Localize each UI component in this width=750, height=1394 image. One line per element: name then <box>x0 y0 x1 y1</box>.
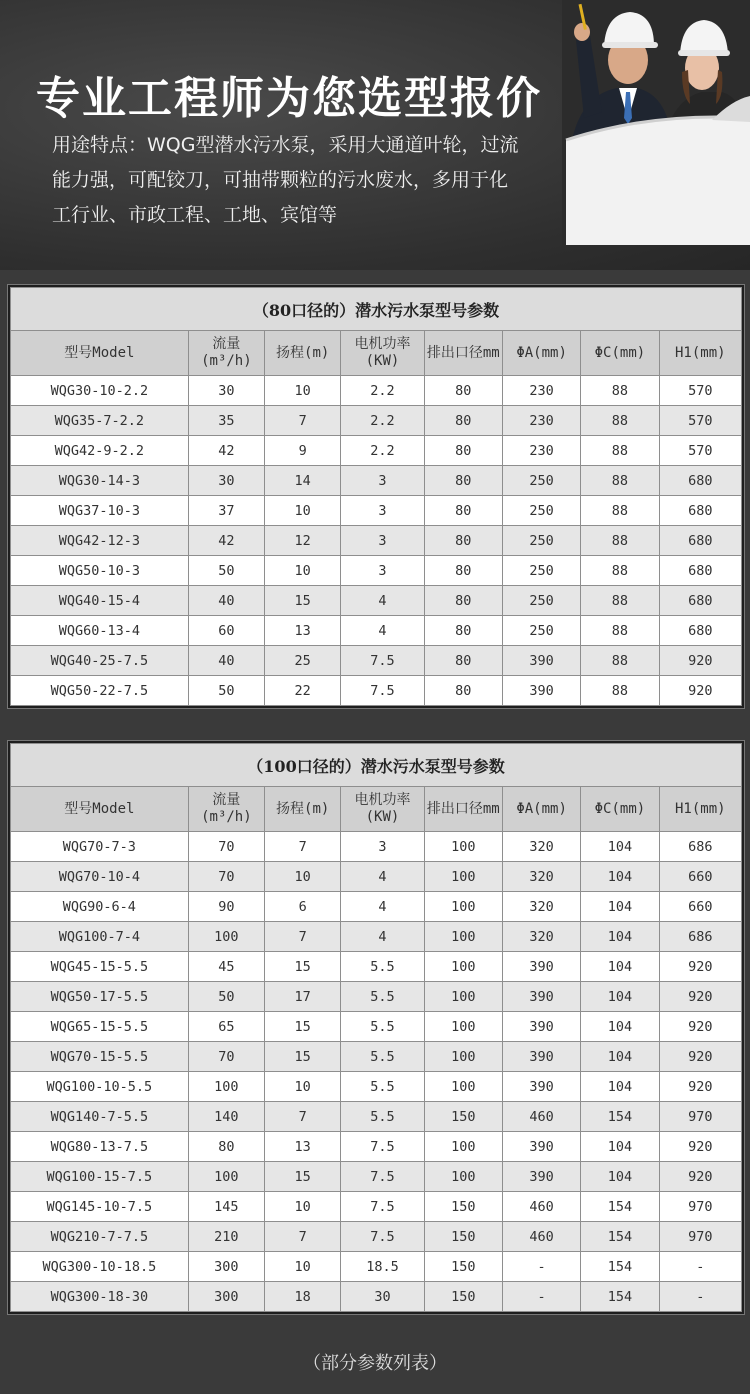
table-cell: 230 <box>502 436 580 466</box>
col-flow: 流量(m³/h) <box>188 787 264 832</box>
table-cell: 88 <box>581 646 659 676</box>
table-cell: 90 <box>188 892 264 922</box>
table-cell: 686 <box>659 832 741 862</box>
table-cell: 65 <box>188 1012 264 1042</box>
col-outlet: 排出口径mm <box>424 331 502 376</box>
table-cell: 100 <box>424 922 502 952</box>
table-cell: 18.5 <box>341 1252 424 1282</box>
table-cell: 100 <box>188 922 264 952</box>
table-cell: 7.5 <box>341 646 424 676</box>
params-table-2 <box>10 743 742 1312</box>
description <box>52 128 572 233</box>
table-cell: 45 <box>188 952 264 982</box>
table-cell: 4 <box>341 892 424 922</box>
table-cell: 154 <box>581 1282 659 1312</box>
table-row <box>11 556 742 586</box>
table-cell: 10 <box>265 1192 341 1222</box>
table-cell: 970 <box>659 1222 741 1252</box>
table-cell: 4 <box>341 586 424 616</box>
table-cell: 140 <box>188 1102 264 1132</box>
table-cell: 88 <box>581 436 659 466</box>
col-head: 扬程(m) <box>265 787 341 832</box>
table-cell: 250 <box>502 526 580 556</box>
table-cell: 13 <box>265 616 341 646</box>
col-outlet: 排出口径mm <box>424 787 502 832</box>
table-row <box>11 1132 742 1162</box>
table-cell: 154 <box>581 1102 659 1132</box>
table-cell: 7 <box>265 1102 341 1132</box>
table-cell: 154 <box>581 1192 659 1222</box>
col-phi-a: ΦA(mm) <box>502 787 580 832</box>
table-cell: 104 <box>581 1072 659 1102</box>
col-head: 扬程(m) <box>265 331 341 376</box>
table-cell: WQG90-6-4 <box>11 892 189 922</box>
table-row <box>11 1012 742 1042</box>
table-cell: 920 <box>659 1012 741 1042</box>
table-row <box>11 952 742 982</box>
table-cell: 80 <box>424 616 502 646</box>
table-cell: 680 <box>659 616 741 646</box>
table-cell: 250 <box>502 556 580 586</box>
table-cell: 7.5 <box>341 1132 424 1162</box>
table-title: （100口径的）潜水污水泵型号参数 <box>11 744 742 787</box>
table-cell: 3 <box>341 496 424 526</box>
table-cell: 150 <box>424 1192 502 1222</box>
table-row <box>11 1252 742 1282</box>
table-cell: 80 <box>424 376 502 406</box>
table-cell: 10 <box>265 556 341 586</box>
table-cell: 104 <box>581 1132 659 1162</box>
table-cell: 920 <box>659 1132 741 1162</box>
table-cell: 7.5 <box>341 1222 424 1252</box>
table-cell: - <box>502 1252 580 1282</box>
table-cell: 5.5 <box>341 1102 424 1132</box>
table-cell: 80 <box>424 466 502 496</box>
table-cell: 230 <box>502 406 580 436</box>
table-cell: 250 <box>502 466 580 496</box>
table-cell: 300 <box>188 1282 264 1312</box>
table-body <box>11 832 742 1312</box>
table-cell: 3 <box>341 466 424 496</box>
table-cell: 390 <box>502 1072 580 1102</box>
table-cell: 100 <box>188 1072 264 1102</box>
table-cell: 88 <box>581 586 659 616</box>
table-cell: 5.5 <box>341 1072 424 1102</box>
table-cell: 88 <box>581 526 659 556</box>
table-cell: 14 <box>265 466 341 496</box>
table-cell: - <box>659 1282 741 1312</box>
table-row <box>11 376 742 406</box>
table-row <box>11 1042 742 1072</box>
table-cell: 60 <box>188 616 264 646</box>
table-cell: 920 <box>659 1162 741 1192</box>
table-cell: 10 <box>265 1252 341 1282</box>
table-cell: 390 <box>502 982 580 1012</box>
col-power: 电机功率(KW) <box>341 787 424 832</box>
table-cell: 104 <box>581 1012 659 1042</box>
table-cell: 7 <box>265 922 341 952</box>
table-row <box>11 832 742 862</box>
table-cell: 50 <box>188 676 264 706</box>
table-cell: 100 <box>424 1042 502 1072</box>
table-row <box>11 466 742 496</box>
description-line: 能力强，可配铰刀，可抽带颗粒的污水废水，多用于化 <box>52 169 509 191</box>
table-cell: 680 <box>659 586 741 616</box>
table-cell: 80 <box>424 646 502 676</box>
table-cell: 150 <box>424 1252 502 1282</box>
table-cell: 100 <box>424 832 502 862</box>
table-cell: 104 <box>581 982 659 1012</box>
table-cell: - <box>502 1282 580 1312</box>
table-cell: 460 <box>502 1102 580 1132</box>
table-cell: 210 <box>188 1222 264 1252</box>
table-cell: 10 <box>265 1072 341 1102</box>
table-cell: WQG300-18-30 <box>11 1282 189 1312</box>
table-cell: 460 <box>502 1222 580 1252</box>
table-cell: 230 <box>502 376 580 406</box>
table-cell: WQG70-15-5.5 <box>11 1042 189 1072</box>
table-cell: 100 <box>424 1072 502 1102</box>
table-cell: 80 <box>424 406 502 436</box>
table-cell: WQG37-10-3 <box>11 496 189 526</box>
table-cell: 25 <box>265 646 341 676</box>
headline: 专业工程师为您选型报价 <box>36 73 542 124</box>
table-cell: 10 <box>265 496 341 526</box>
table-cell: 70 <box>188 862 264 892</box>
table-row <box>11 586 742 616</box>
table-cell: 42 <box>188 436 264 466</box>
table-cell: 680 <box>659 496 741 526</box>
table-cell: 920 <box>659 676 741 706</box>
table-cell: 70 <box>188 832 264 862</box>
table-cell: WQG60-13-4 <box>11 616 189 646</box>
table-cell: 4 <box>341 616 424 646</box>
table-cell: 100 <box>424 1132 502 1162</box>
table-cell: WQG45-15-5.5 <box>11 952 189 982</box>
table-cell: 2.2 <box>341 376 424 406</box>
table-cell: 100 <box>424 892 502 922</box>
table-cell: 970 <box>659 1192 741 1222</box>
table-cell: WQG30-10-2.2 <box>11 376 189 406</box>
table-row <box>11 526 742 556</box>
table-cell: 104 <box>581 952 659 982</box>
table-cell: 320 <box>502 832 580 862</box>
table-cell: 920 <box>659 646 741 676</box>
table-cell: 5.5 <box>341 952 424 982</box>
table-cell: 7.5 <box>341 1192 424 1222</box>
table-cell: 660 <box>659 862 741 892</box>
table-cell: 920 <box>659 982 741 1012</box>
table-cell: WQG40-15-4 <box>11 586 189 616</box>
table-row <box>11 1192 742 1222</box>
table-row <box>11 862 742 892</box>
table-cell: 320 <box>502 892 580 922</box>
table-cell: 680 <box>659 466 741 496</box>
table-cell: 15 <box>265 1012 341 1042</box>
table-cell: 104 <box>581 922 659 952</box>
table-cell: 570 <box>659 376 741 406</box>
table-cell: 7 <box>265 832 341 862</box>
table-cell: 686 <box>659 922 741 952</box>
table-cell: 22 <box>265 676 341 706</box>
table-row <box>11 922 742 952</box>
table-row <box>11 406 742 436</box>
table-cell: WQG50-22-7.5 <box>11 676 189 706</box>
table-cell: 15 <box>265 1042 341 1072</box>
table-cell: 145 <box>188 1192 264 1222</box>
engineers-photo <box>562 0 750 245</box>
table-cell: 570 <box>659 406 741 436</box>
table-cell: 40 <box>188 586 264 616</box>
table-body <box>11 376 742 706</box>
params-table-1 <box>10 287 742 706</box>
table-cell: 80 <box>424 526 502 556</box>
table-cell: 4 <box>341 922 424 952</box>
table-cell: 5.5 <box>341 982 424 1012</box>
table-cell: 17 <box>265 982 341 1012</box>
table-cell: WQG100-15-7.5 <box>11 1162 189 1192</box>
table-cell: 5.5 <box>341 1012 424 1042</box>
table-cell: 104 <box>581 1042 659 1072</box>
table-cell: 4 <box>341 862 424 892</box>
table-cell: WQG65-15-5.5 <box>11 1012 189 1042</box>
table-cell: 920 <box>659 1072 741 1102</box>
table-cell: 390 <box>502 646 580 676</box>
table-cell: 80 <box>424 496 502 526</box>
table-cell: 390 <box>502 1042 580 1072</box>
table-cell: 30 <box>188 466 264 496</box>
table-row <box>11 982 742 1012</box>
table-row <box>11 892 742 922</box>
table-cell: 88 <box>581 496 659 526</box>
table-cell: 150 <box>424 1282 502 1312</box>
table-cell: 390 <box>502 1162 580 1192</box>
table-100-diameter <box>8 741 744 1314</box>
table-cell: 88 <box>581 406 659 436</box>
table-cell: 920 <box>659 952 741 982</box>
table-cell: WQG42-9-2.2 <box>11 436 189 466</box>
table-row <box>11 616 742 646</box>
table-cell: WQG140-7-5.5 <box>11 1102 189 1132</box>
table-row <box>11 676 742 706</box>
table-cell: 3 <box>341 556 424 586</box>
table-cell: 88 <box>581 556 659 586</box>
table-cell: 390 <box>502 952 580 982</box>
table-cell: 13 <box>265 1132 341 1162</box>
table-cell: 70 <box>188 1042 264 1072</box>
table-cell: 100 <box>424 982 502 1012</box>
table-cell: 100 <box>188 1162 264 1192</box>
table-cell: 7.5 <box>341 676 424 706</box>
table-cell: 250 <box>502 586 580 616</box>
table-cell: WQG145-10-7.5 <box>11 1192 189 1222</box>
table-cell: 3 <box>341 526 424 556</box>
table-cell: 80 <box>188 1132 264 1162</box>
table-cell: 150 <box>424 1222 502 1252</box>
table-cell: 5.5 <box>341 1042 424 1072</box>
table-row <box>11 646 742 676</box>
table-cell: 660 <box>659 892 741 922</box>
table-cell: WQG50-17-5.5 <box>11 982 189 1012</box>
table-cell: 390 <box>502 1012 580 1042</box>
table-cell: 2.2 <box>341 406 424 436</box>
table-row <box>11 1222 742 1252</box>
table-cell: 80 <box>424 586 502 616</box>
table-cell: 10 <box>265 376 341 406</box>
table-cell: 390 <box>502 1132 580 1162</box>
table-cell: 320 <box>502 922 580 952</box>
col-phi-c: ΦC(mm) <box>581 331 659 376</box>
table-cell: 9 <box>265 436 341 466</box>
table-cell: 250 <box>502 616 580 646</box>
table-cell: 104 <box>581 1162 659 1192</box>
table-cell: WQG100-7-4 <box>11 922 189 952</box>
table-cell: 7 <box>265 1222 341 1252</box>
table-cell: 7 <box>265 406 341 436</box>
table-title: （80口径的）潜水污水泵型号参数 <box>11 288 742 331</box>
table-cell: 15 <box>265 586 341 616</box>
table-cell: WQG35-7-2.2 <box>11 406 189 436</box>
footer-note: （部分参数列表） <box>303 1353 447 1374</box>
table-cell: 15 <box>265 1162 341 1192</box>
table-cell: 40 <box>188 646 264 676</box>
table-row <box>11 436 742 466</box>
table-cell: 88 <box>581 676 659 706</box>
table-cell: 680 <box>659 556 741 586</box>
col-model: 型号Model <box>11 787 189 832</box>
table-cell: 30 <box>341 1282 424 1312</box>
table-cell: 6 <box>265 892 341 922</box>
table-cell: WQG100-10-5.5 <box>11 1072 189 1102</box>
header-banner <box>0 0 750 270</box>
table-cell: WQG80-13-7.5 <box>11 1132 189 1162</box>
table-cell: 80 <box>424 676 502 706</box>
description-line: 工行业、市政工程、工地、宾馆等 <box>52 204 338 226</box>
table-cell: 100 <box>424 1162 502 1192</box>
table-cell: 88 <box>581 376 659 406</box>
table-cell: 100 <box>424 952 502 982</box>
table-row <box>11 1162 742 1192</box>
table-cell: 15 <box>265 952 341 982</box>
table-cell: 2.2 <box>341 436 424 466</box>
table-cell: WQG300-10-18.5 <box>11 1252 189 1282</box>
table-cell: 970 <box>659 1102 741 1132</box>
table-cell: WQG70-10-4 <box>11 862 189 892</box>
table-cell: 570 <box>659 436 741 466</box>
table-cell: 12 <box>265 526 341 556</box>
col-h1: H1(mm) <box>659 331 741 376</box>
table-row <box>11 1072 742 1102</box>
table-row <box>11 496 742 526</box>
table-cell: 50 <box>188 982 264 1012</box>
col-flow: 流量(m³/h) <box>188 331 264 376</box>
table-cell: 37 <box>188 496 264 526</box>
table-cell: 88 <box>581 616 659 646</box>
table-cell: 35 <box>188 406 264 436</box>
table-cell: 88 <box>581 466 659 496</box>
table-cell: 18 <box>265 1282 341 1312</box>
table-cell: 150 <box>424 1102 502 1132</box>
table-cell: 30 <box>188 376 264 406</box>
table-cell: - <box>659 1252 741 1282</box>
description-line: 用途特点：WQG型潜水污水泵，采用大通道叶轮，过流 <box>52 134 519 156</box>
table-cell: 10 <box>265 862 341 892</box>
table-cell: 920 <box>659 1042 741 1072</box>
table-80-diameter <box>8 285 744 708</box>
table-cell: WQG50-10-3 <box>11 556 189 586</box>
table-cell: 390 <box>502 676 580 706</box>
table-cell: 100 <box>424 1012 502 1042</box>
table-cell: 3 <box>341 832 424 862</box>
table-cell: WQG42-12-3 <box>11 526 189 556</box>
table-cell: 50 <box>188 556 264 586</box>
col-power: 电机功率(KW) <box>341 331 424 376</box>
table-cell: 80 <box>424 556 502 586</box>
col-h1: H1(mm) <box>659 787 741 832</box>
table-cell: 104 <box>581 832 659 862</box>
table-cell: 104 <box>581 862 659 892</box>
table-cell: 320 <box>502 862 580 892</box>
table-cell: 7.5 <box>341 1162 424 1192</box>
table-cell: WQG210-7-7.5 <box>11 1222 189 1252</box>
table-cell: WQG30-14-3 <box>11 466 189 496</box>
col-phi-c: ΦC(mm) <box>581 787 659 832</box>
table-cell: 250 <box>502 496 580 526</box>
table-cell: 80 <box>424 436 502 466</box>
table-cell: 42 <box>188 526 264 556</box>
table-cell: 154 <box>581 1222 659 1252</box>
col-phi-a: ΦA(mm) <box>502 331 580 376</box>
table-cell: 104 <box>581 892 659 922</box>
table-cell: WQG40-25-7.5 <box>11 646 189 676</box>
table-cell: 460 <box>502 1192 580 1222</box>
table-cell: 100 <box>424 862 502 892</box>
table-cell: 154 <box>581 1252 659 1282</box>
table-cell: 300 <box>188 1252 264 1282</box>
table-row <box>11 1102 742 1132</box>
table-cell: 680 <box>659 526 741 556</box>
table-cell: WQG70-7-3 <box>11 832 189 862</box>
col-model: 型号Model <box>11 331 189 376</box>
table-row <box>11 1282 742 1312</box>
